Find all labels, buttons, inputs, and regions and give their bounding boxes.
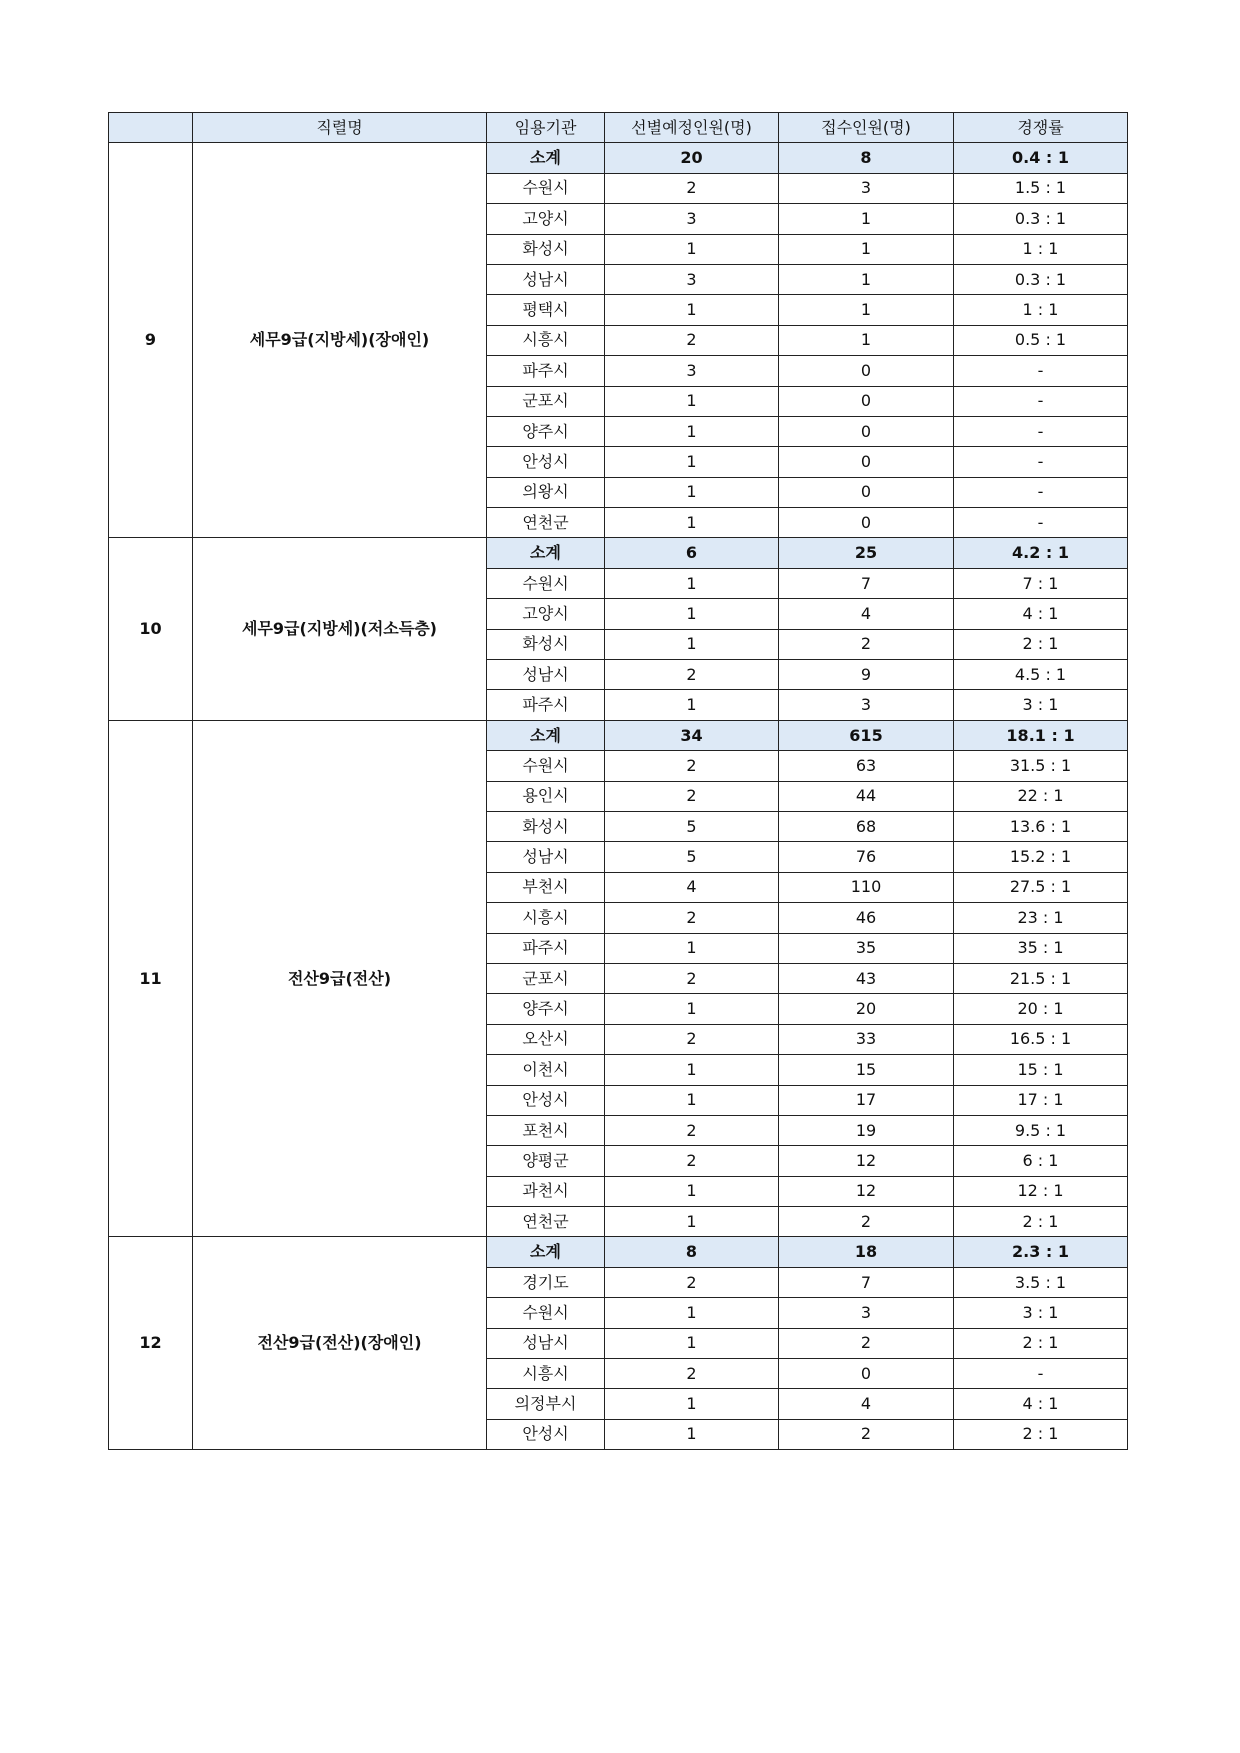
appointing-org-cell: 평택시 <box>487 295 605 325</box>
planned-count-cell: 2 <box>605 1115 779 1145</box>
appointing-org-cell: 소계 <box>487 720 605 750</box>
appointing-org-cell: 안성시 <box>487 447 605 477</box>
group-number: 9 <box>109 143 193 538</box>
applicant-count-cell: 12 <box>779 1176 954 1206</box>
subtotal-row <box>109 538 1128 568</box>
planned-count-cell: 1 <box>605 1328 779 1358</box>
appointing-org-cell: 파주시 <box>487 690 605 720</box>
planned-count-cell: 4 <box>605 872 779 902</box>
applicant-count-cell: 3 <box>779 1298 954 1328</box>
applicant-count-cell: 1 <box>779 295 954 325</box>
planned-count-cell: 1 <box>605 1389 779 1419</box>
planned-count-cell: 2 <box>605 660 779 690</box>
competition-ratio-cell: 4.2 : 1 <box>954 538 1128 568</box>
planned-count-cell: 20 <box>605 143 779 173</box>
applicant-count-cell: 63 <box>779 751 954 781</box>
appointing-org-cell: 과천시 <box>487 1176 605 1206</box>
group-number: 10 <box>109 538 193 720</box>
appointing-org-cell: 성남시 <box>487 1328 605 1358</box>
job-title-cell: 세무9급(지방세)(장애인) <box>193 143 487 538</box>
competition-ratio-cell: 27.5 : 1 <box>954 872 1128 902</box>
header-no <box>109 113 193 143</box>
applicant-count-cell: 110 <box>779 872 954 902</box>
applicant-count-cell: 8 <box>779 143 954 173</box>
competition-ratio-cell: - <box>954 386 1128 416</box>
competition-ratio-cell: 4 : 1 <box>954 599 1128 629</box>
planned-count-cell: 3 <box>605 264 779 294</box>
planned-count-cell: 1 <box>605 629 779 659</box>
appointing-org-cell: 의왕시 <box>487 477 605 507</box>
appointing-org-cell: 양평군 <box>487 1146 605 1176</box>
competition-ratio-cell: 3 : 1 <box>954 1298 1128 1328</box>
appointing-org-cell: 성남시 <box>487 660 605 690</box>
competition-ratio-cell: 0.5 : 1 <box>954 325 1128 355</box>
header-planned-count: 선별예정인원(명) <box>605 113 779 143</box>
planned-count-cell: 3 <box>605 204 779 234</box>
competition-ratio-cell: - <box>954 356 1128 386</box>
applicant-count-cell: 2 <box>779 1419 954 1449</box>
competition-ratio-cell: 4 : 1 <box>954 1389 1128 1419</box>
planned-count-cell: 3 <box>605 356 779 386</box>
planned-count-cell: 1 <box>605 1298 779 1328</box>
planned-count-cell: 2 <box>605 1024 779 1054</box>
competition-ratio-cell: 2 : 1 <box>954 1419 1128 1449</box>
applicant-count-cell: 2 <box>779 1207 954 1237</box>
competition-ratio-cell: 15 : 1 <box>954 1055 1128 1085</box>
planned-count-cell: 1 <box>605 1207 779 1237</box>
competition-ratio-cell: 1.5 : 1 <box>954 173 1128 203</box>
planned-count-cell: 1 <box>605 690 779 720</box>
competition-ratio-cell: 9.5 : 1 <box>954 1115 1128 1145</box>
planned-count-cell: 5 <box>605 811 779 841</box>
header-job-title: 직렬명 <box>193 113 487 143</box>
appointing-org-cell: 고양시 <box>487 204 605 234</box>
planned-count-cell: 2 <box>605 1359 779 1389</box>
applicant-count-cell: 1 <box>779 234 954 264</box>
header-appointing-org: 임용기관 <box>487 113 605 143</box>
competition-ratio-cell: 0.3 : 1 <box>954 204 1128 234</box>
competition-ratio-cell: 0.3 : 1 <box>954 264 1128 294</box>
group-number: 11 <box>109 720 193 1237</box>
planned-count-cell: 2 <box>605 963 779 993</box>
appointing-org-cell: 화성시 <box>487 811 605 841</box>
competition-ratio-cell: 13.6 : 1 <box>954 811 1128 841</box>
competition-ratio-cell: 3.5 : 1 <box>954 1267 1128 1297</box>
planned-count-cell: 1 <box>605 1176 779 1206</box>
applicant-count-cell: 46 <box>779 903 954 933</box>
competition-ratio-cell: 2 : 1 <box>954 629 1128 659</box>
planned-count-cell: 2 <box>605 173 779 203</box>
applicant-count-cell: 15 <box>779 1055 954 1085</box>
applicant-count-cell: 3 <box>779 173 954 203</box>
appointing-org-cell: 시흥시 <box>487 903 605 933</box>
competition-ratio-cell: - <box>954 1359 1128 1389</box>
appointing-org-cell: 시흥시 <box>487 325 605 355</box>
subtotal-row <box>109 720 1128 750</box>
appointing-org-cell: 군포시 <box>487 963 605 993</box>
competition-ratio-cell: 2.3 : 1 <box>954 1237 1128 1267</box>
appointing-org-cell: 수원시 <box>487 568 605 598</box>
applicant-count-cell: 1 <box>779 325 954 355</box>
planned-count-cell: 1 <box>605 386 779 416</box>
appointing-org-cell: 수원시 <box>487 1298 605 1328</box>
competition-ratio-cell: 18.1 : 1 <box>954 720 1128 750</box>
competition-ratio-cell: 7 : 1 <box>954 568 1128 598</box>
competition-ratio-cell: 4.5 : 1 <box>954 660 1128 690</box>
table-header-row <box>109 113 1128 143</box>
competition-ratio-cell: 23 : 1 <box>954 903 1128 933</box>
applicant-count-cell: 0 <box>779 508 954 538</box>
appointing-org-cell: 안성시 <box>487 1419 605 1449</box>
appointing-org-cell: 시흥시 <box>487 1359 605 1389</box>
applicant-count-cell: 0 <box>779 447 954 477</box>
applicant-count-cell: 615 <box>779 720 954 750</box>
applicant-count-cell: 9 <box>779 660 954 690</box>
applicant-count-cell: 12 <box>779 1146 954 1176</box>
appointing-org-cell: 수원시 <box>487 173 605 203</box>
appointing-org-cell: 성남시 <box>487 842 605 872</box>
planned-count-cell: 2 <box>605 781 779 811</box>
group-number: 12 <box>109 1237 193 1450</box>
appointing-org-cell: 경기도 <box>487 1267 605 1297</box>
applicant-count-cell: 20 <box>779 994 954 1024</box>
applicant-count-cell: 25 <box>779 538 954 568</box>
applicant-count-cell: 1 <box>779 264 954 294</box>
appointing-org-cell: 군포시 <box>487 386 605 416</box>
competition-ratio-cell: 12 : 1 <box>954 1176 1128 1206</box>
competition-ratio-cell: 31.5 : 1 <box>954 751 1128 781</box>
subtotal-row <box>109 143 1128 173</box>
appointing-org-cell: 부천시 <box>487 872 605 902</box>
planned-count-cell: 1 <box>605 1085 779 1115</box>
applicant-count-cell: 17 <box>779 1085 954 1115</box>
applicant-count-cell: 33 <box>779 1024 954 1054</box>
applicant-count-cell: 2 <box>779 629 954 659</box>
appointing-org-cell: 양주시 <box>487 994 605 1024</box>
competition-ratio-cell: 17 : 1 <box>954 1085 1128 1115</box>
applicant-count-cell: 7 <box>779 1267 954 1297</box>
appointing-org-cell: 성남시 <box>487 264 605 294</box>
planned-count-cell: 1 <box>605 295 779 325</box>
appointing-org-cell: 소계 <box>487 1237 605 1267</box>
appointing-org-cell: 수원시 <box>487 751 605 781</box>
applicant-count-cell: 0 <box>779 386 954 416</box>
applicant-count-cell: 43 <box>779 963 954 993</box>
planned-count-cell: 2 <box>605 1146 779 1176</box>
subtotal-row <box>109 1237 1128 1267</box>
competition-ratio-cell: 6 : 1 <box>954 1146 1128 1176</box>
competition-ratio-cell: - <box>954 477 1128 507</box>
appointing-org-cell: 소계 <box>487 143 605 173</box>
appointing-org-cell: 파주시 <box>487 933 605 963</box>
appointing-org-cell: 양주시 <box>487 416 605 446</box>
applicant-count-cell: 35 <box>779 933 954 963</box>
planned-count-cell: 34 <box>605 720 779 750</box>
applicant-count-cell: 4 <box>779 1389 954 1419</box>
appointing-org-cell: 연천군 <box>487 1207 605 1237</box>
competition-ratio-cell: 1 : 1 <box>954 234 1128 264</box>
appointing-org-cell: 오산시 <box>487 1024 605 1054</box>
applicant-count-cell: 44 <box>779 781 954 811</box>
competition-ratio-cell: 15.2 : 1 <box>954 842 1128 872</box>
competition-ratio-cell: - <box>954 416 1128 446</box>
job-title-cell: 세무9급(지방세)(저소득층) <box>193 538 487 720</box>
applicant-count-cell: 18 <box>779 1237 954 1267</box>
competition-ratio-cell: 2 : 1 <box>954 1207 1128 1237</box>
appointing-org-cell: 화성시 <box>487 629 605 659</box>
planned-count-cell: 8 <box>605 1237 779 1267</box>
appointing-org-cell: 안성시 <box>487 1085 605 1115</box>
appointing-org-cell: 파주시 <box>487 356 605 386</box>
planned-count-cell: 1 <box>605 508 779 538</box>
applicant-count-cell: 3 <box>779 690 954 720</box>
planned-count-cell: 1 <box>605 568 779 598</box>
competition-ratio-cell: 20 : 1 <box>954 994 1128 1024</box>
planned-count-cell: 1 <box>605 416 779 446</box>
applicant-count-cell: 1 <box>779 204 954 234</box>
planned-count-cell: 2 <box>605 1267 779 1297</box>
competition-ratio-cell: - <box>954 447 1128 477</box>
applicant-count-cell: 76 <box>779 842 954 872</box>
competition-ratio-cell: 1 : 1 <box>954 295 1128 325</box>
appointing-org-cell: 용인시 <box>487 781 605 811</box>
planned-count-cell: 1 <box>605 599 779 629</box>
job-title-cell: 전산9급(전산) <box>193 720 487 1237</box>
applicant-count-cell: 19 <box>779 1115 954 1145</box>
applicant-count-cell: 7 <box>779 568 954 598</box>
competition-ratio-cell: 22 : 1 <box>954 781 1128 811</box>
competition-ratio-cell: 35 : 1 <box>954 933 1128 963</box>
competition-ratio-cell: 2 : 1 <box>954 1328 1128 1358</box>
appointing-org-cell: 고양시 <box>487 599 605 629</box>
header-applicant-count: 접수인원(명) <box>779 113 954 143</box>
header-competition-ratio: 경쟁률 <box>954 113 1128 143</box>
competition-ratio-cell: 3 : 1 <box>954 690 1128 720</box>
applicant-count-cell: 68 <box>779 811 954 841</box>
applicant-count-cell: 0 <box>779 477 954 507</box>
applicant-count-cell: 0 <box>779 416 954 446</box>
planned-count-cell: 2 <box>605 903 779 933</box>
planned-count-cell: 6 <box>605 538 779 568</box>
competition-ratio-cell: - <box>954 508 1128 538</box>
planned-count-cell: 1 <box>605 994 779 1024</box>
planned-count-cell: 1 <box>605 477 779 507</box>
planned-count-cell: 2 <box>605 751 779 781</box>
appointing-org-cell: 화성시 <box>487 234 605 264</box>
applicant-count-cell: 4 <box>779 599 954 629</box>
job-title-cell: 전산9급(전산)(장애인) <box>193 1237 487 1450</box>
planned-count-cell: 1 <box>605 933 779 963</box>
appointing-org-cell: 포천시 <box>487 1115 605 1145</box>
competition-ratio-cell: 21.5 : 1 <box>954 963 1128 993</box>
appointing-org-cell: 연천군 <box>487 508 605 538</box>
table-body <box>109 143 1128 1450</box>
planned-count-cell: 1 <box>605 234 779 264</box>
applicant-count-cell: 2 <box>779 1328 954 1358</box>
competition-ratio-cell: 0.4 : 1 <box>954 143 1128 173</box>
recruitment-table <box>108 112 1128 1450</box>
planned-count-cell: 2 <box>605 325 779 355</box>
planned-count-cell: 1 <box>605 1419 779 1449</box>
appointing-org-cell: 이천시 <box>487 1055 605 1085</box>
appointing-org-cell: 소계 <box>487 538 605 568</box>
competition-ratio-cell: 16.5 : 1 <box>954 1024 1128 1054</box>
applicant-count-cell: 0 <box>779 356 954 386</box>
appointing-org-cell: 의정부시 <box>487 1389 605 1419</box>
planned-count-cell: 1 <box>605 447 779 477</box>
planned-count-cell: 5 <box>605 842 779 872</box>
planned-count-cell: 1 <box>605 1055 779 1085</box>
applicant-count-cell: 0 <box>779 1359 954 1389</box>
